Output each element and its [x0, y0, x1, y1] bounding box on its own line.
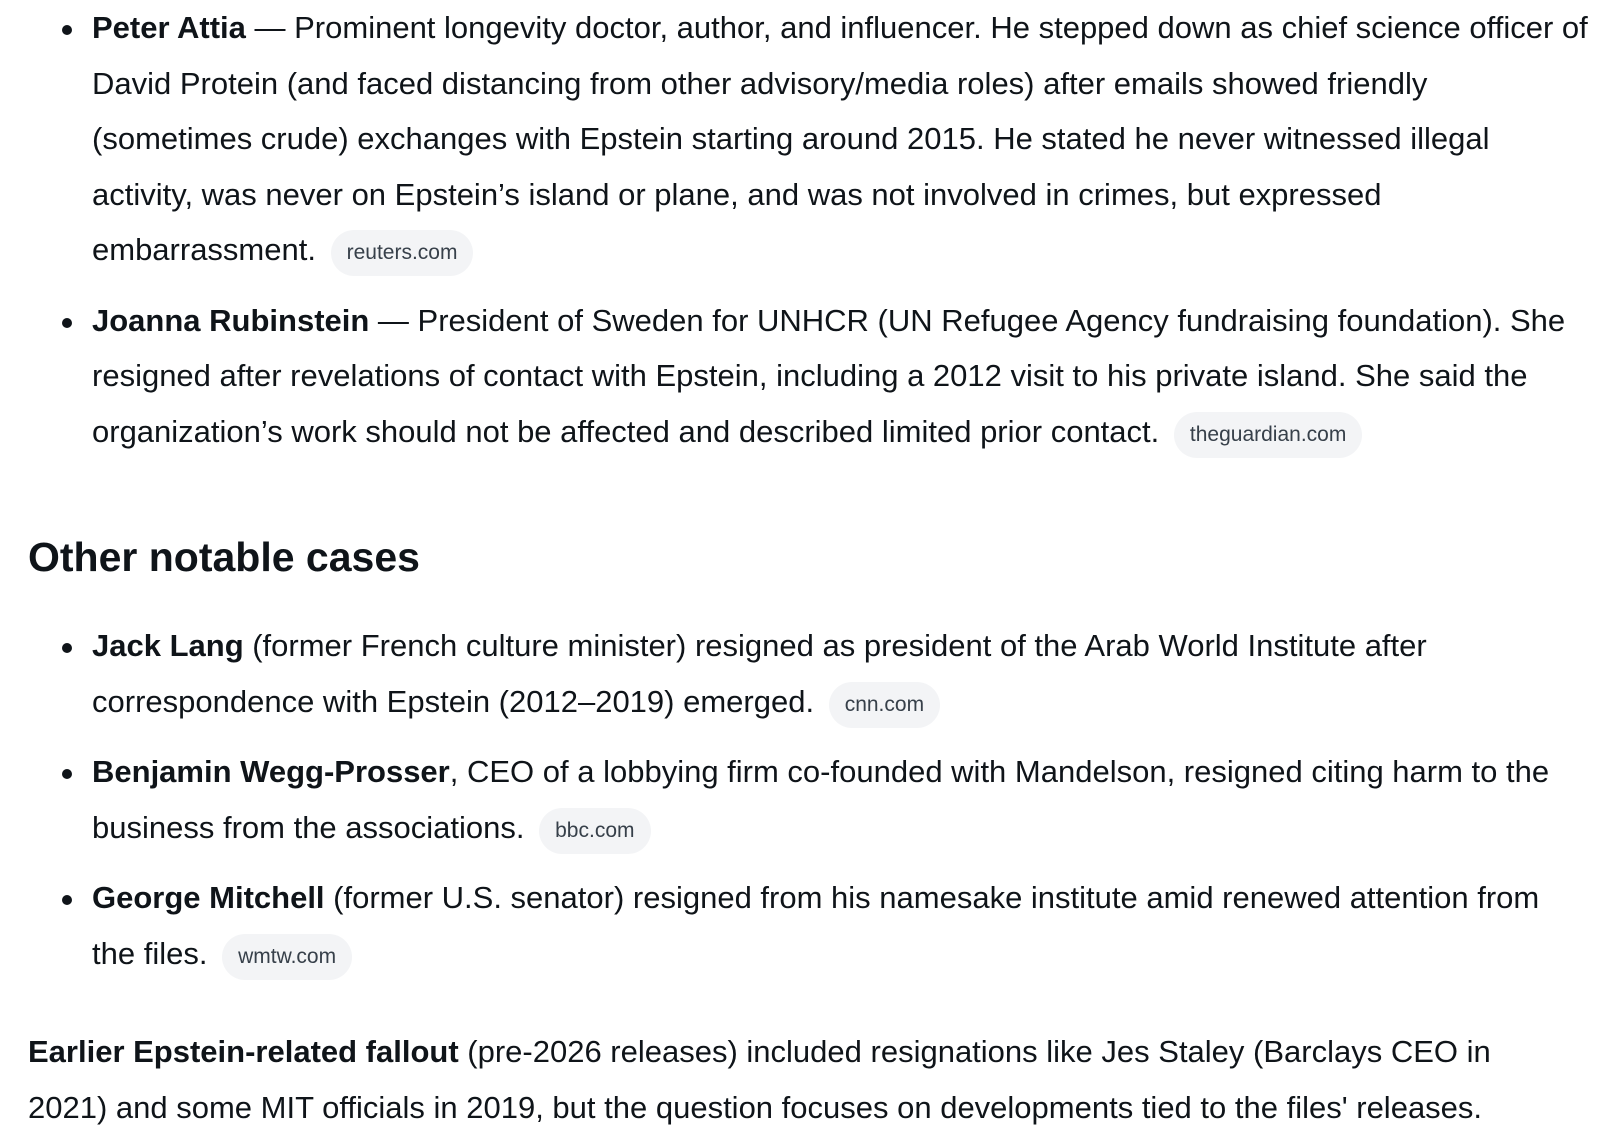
list-item	[28, 744, 1588, 855]
item-text: (former French culture minister) resigned as president of the Arab World Institute after correspondence with Epstein (2012–2019) emerged.	[92, 628, 1427, 719]
source-chip[interactable]: cnn.com	[829, 682, 940, 728]
item-text: — Prominent longevity doctor, author, and influencer. He stepped down as chief science officer of David Protein (and faced distancing from other advisory/media roles) after emails showed friendly (sometimes crude) exchanges with Epstein starting around 2015. He stated he never witnessed illegal activity, was never on Epstein’s island or plane, and was not involved in crimes, but expressed embarrassment.	[92, 10, 1588, 267]
list-item	[28, 293, 1588, 460]
source-chip[interactable]: wmtw.com	[222, 934, 352, 980]
list-item	[28, 618, 1588, 729]
section-heading: Other notable cases	[28, 534, 420, 580]
item-text: , CEO of a lobbying firm co-founded with Mandelson, resigned citing harm to the business from the associations.	[92, 754, 1550, 845]
other-cases-list	[28, 618, 1588, 981]
person-name: Jack Lang	[92, 628, 244, 663]
closing-paragraph	[28, 1024, 1568, 1136]
person-name: Peter Attia	[92, 10, 246, 45]
list-item	[28, 870, 1588, 981]
list-item	[28, 0, 1588, 278]
source-chip[interactable]: bbc.com	[539, 808, 650, 854]
paragraph-lead: Earlier Epstein-related fallout	[28, 1034, 459, 1069]
item-text: — President of Sweden for UNHCR (UN Refugee Agency fundraising foundation). She resigned after revelations of contact with Epstein, including a 2012 visit to his private island. She said the organization’s work should not be affected and described limited prior contact.	[92, 302, 1566, 449]
person-name: Benjamin Wegg-Prosser	[92, 754, 450, 789]
person-name: Joanna Rubinstein	[92, 302, 370, 338]
paragraph-text: (pre-2026 releases) included resignations like Jes Staley (Barclays CEO in 2021) and some MIT officials in 2019, but the question focuses on developments tied to the files' releases.	[28, 1034, 1491, 1125]
source-chip[interactable]: theguardian.com	[1174, 412, 1362, 458]
response-content	[28, 0, 1588, 1125]
person-name: George Mitchell	[92, 880, 325, 915]
source-chip[interactable]: reuters.com	[331, 230, 474, 276]
item-text: (former U.S. senator) resigned from his namesake institute amid renewed attention from the files.	[92, 880, 1540, 971]
resignations-list	[28, 0, 1588, 459]
